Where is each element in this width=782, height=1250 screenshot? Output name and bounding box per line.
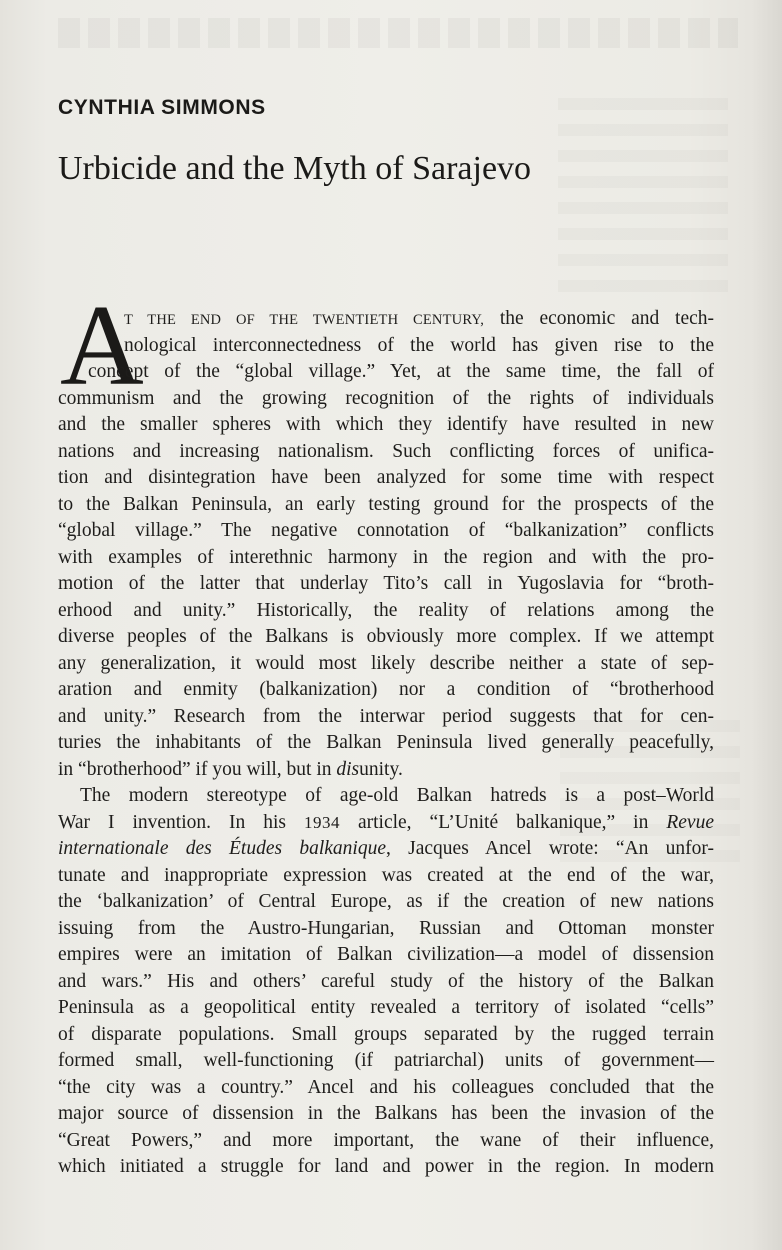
text-run: the economic and tech- bbox=[484, 308, 715, 329]
text-line: of disparate populations. Small groups separated by the rugged terrain bbox=[58, 1023, 714, 1045]
text-line: and the smaller spheres with which they identify have resulted in new bbox=[58, 414, 714, 435]
text-line: turies the inhabitants of the Balkan Peninsula lived generally peacefully, bbox=[58, 732, 714, 753]
text-line: to the Balkan Peninsula, an early testing ground for the prospects of the bbox=[58, 493, 714, 515]
italic-run: dis bbox=[336, 758, 360, 780]
year-run: 1934 bbox=[303, 812, 340, 832]
text-line bbox=[58, 757, 714, 784]
text-line: “the city was a country.” Ancel and his colleagues concluded that the bbox=[58, 1076, 714, 1098]
text-run: , Jacques Ancel wrote: “An unfor- bbox=[386, 838, 714, 859]
text-line: with examples of interethnic harmony in the region and with the pro- bbox=[58, 546, 714, 568]
small-caps-opening: T THE END OF THE TWENTIETH CENTURY, bbox=[124, 312, 485, 328]
article-title: Urbicide and the Myth of Sarajevo bbox=[58, 150, 532, 187]
text-line: nological interconnectedness of the world has given rise to the bbox=[124, 334, 714, 356]
text-line: the ‘balkanization’ of Central Europe, as if the creation of new nations bbox=[58, 891, 714, 912]
text-line: motion of the latter that underlay Tito’s call in Yugoslavia for “broth- bbox=[58, 573, 714, 594]
text-line: communism and the growing recognition of the rights of individuals bbox=[58, 387, 714, 409]
text-run: article, “L’Unité balkanique,” in bbox=[339, 811, 667, 833]
text-line: erhood and unity.” Historically, the reality of relations among the bbox=[58, 599, 714, 621]
text-run: unity. bbox=[359, 758, 403, 780]
show-through-text bbox=[558, 98, 728, 293]
text-line: tunate and inappropriate expression was created at the end of the war, bbox=[58, 864, 714, 886]
text-line: and unity.” Research from the interwar period suggests that for cen- bbox=[58, 705, 714, 727]
text-line: issuing from the Austro-Hungarian, Russian and Ottoman monster bbox=[58, 917, 714, 939]
author-name: CYNTHIA SIMMONS bbox=[58, 96, 266, 119]
text-run: in “brotherhood” if you will, but in bbox=[58, 758, 337, 780]
show-through-running-header bbox=[58, 18, 738, 48]
text-line bbox=[58, 836, 714, 863]
text-line bbox=[58, 810, 714, 837]
drop-cap: A bbox=[60, 282, 144, 410]
text-line: major source of dissension in the Balkans has been the invasion of the bbox=[58, 1103, 714, 1124]
text-line bbox=[58, 306, 714, 333]
text-line: The modern stereotype of age-old Balkan hatreds is a post–World bbox=[80, 785, 714, 806]
text-line: any generalization, it would most likely describe neither a state of sep- bbox=[58, 652, 714, 674]
text-line: empires were an imitation of Balkan civilization—a model of dissension bbox=[58, 944, 714, 965]
text-line: aration and enmity (balkanization) nor a condition of “brotherhood bbox=[58, 679, 714, 700]
body-text bbox=[58, 306, 714, 1181]
text-line: and wars.” His and others’ careful study of the history of the Balkan bbox=[58, 970, 714, 992]
text-line: diverse peoples of the Balkans is obviously more complex. If we attempt bbox=[58, 626, 714, 647]
text-line: formed small, well-functioning (if patriarchal) units of government— bbox=[58, 1050, 714, 1071]
italic-run: Revue bbox=[666, 811, 714, 833]
text-line: “Great Powers,” and more important, the wane of their influence, bbox=[58, 1129, 714, 1151]
text-line: Peninsula as a geopolitical entity revealed a territory of isolated “cells” bbox=[58, 997, 714, 1018]
text-line: nations and increasing nationalism. Such conflicting forces of unifica- bbox=[58, 440, 714, 462]
text-line: which initiated a struggle for land and power in the region. In modern bbox=[58, 1156, 714, 1177]
text-line: “global village.” The negative connotation of “balkanization” conflicts bbox=[58, 520, 714, 541]
text-line: concept of the “global village.” Yet, at the same time, the fall of bbox=[88, 361, 714, 382]
text-line: tion and disintegration have been analyzed for some time with respect bbox=[58, 467, 714, 488]
text-run: War I invention. In his bbox=[58, 811, 304, 833]
italic-run: internationale des Études balkanique bbox=[58, 838, 387, 859]
